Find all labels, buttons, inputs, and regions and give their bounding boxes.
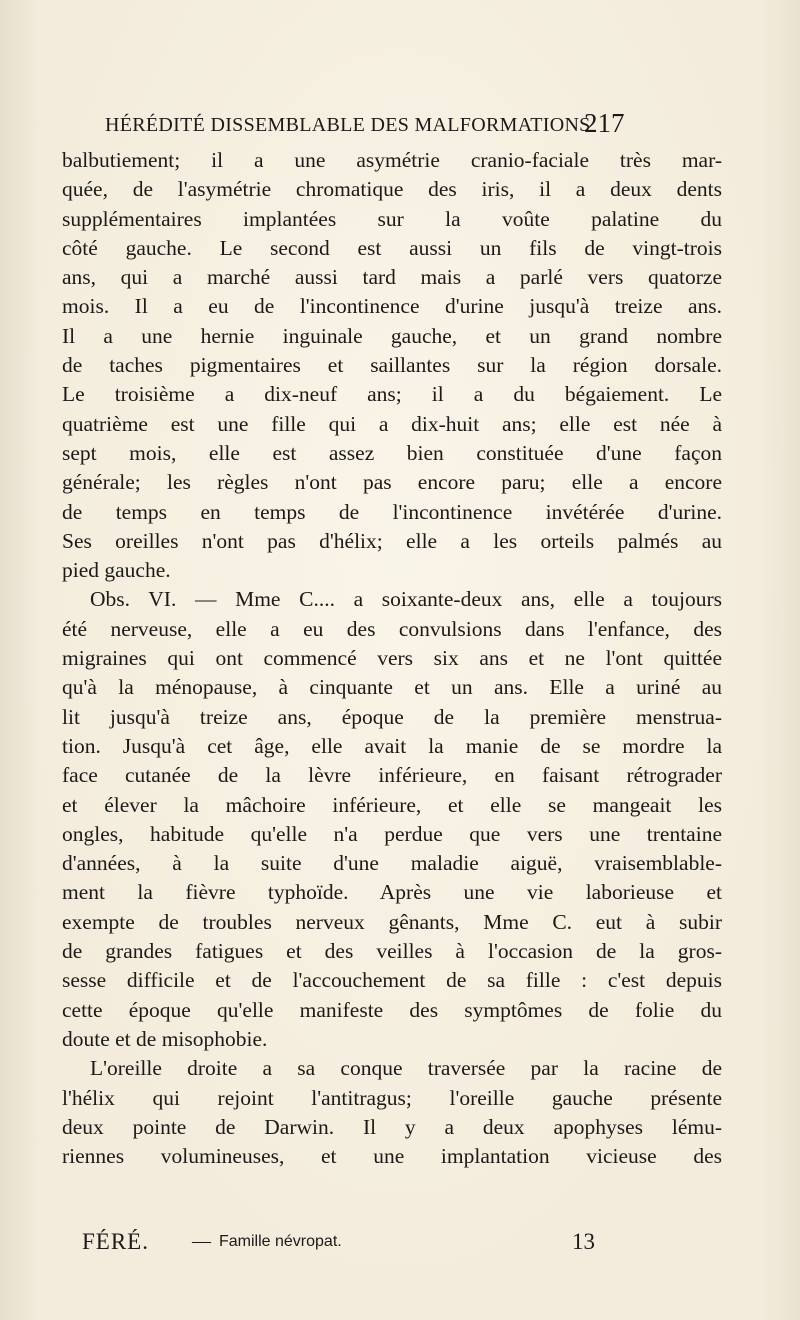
- text-line: doute et de misophobie.: [62, 1026, 268, 1051]
- text-line: générale; les règles n'ont pas encore paru; elle a encore: [62, 470, 722, 495]
- text-line: ongles, habitude qu'elle n'a perdue que vers une trentaine: [62, 821, 722, 846]
- text-line: sesse difficile et de l'accouchement de sa fille : c'est depuis: [62, 968, 722, 993]
- text-line: face cutanée de la lèvre inférieure, en faisant rétrograder: [62, 763, 722, 788]
- text-line: qu'à la ménopause, à cinquante et un ans. Elle a uriné au: [62, 675, 722, 700]
- text-line: Le troisième a dix-neuf ans; il a du bégaiement. Le: [62, 382, 722, 407]
- text-line: l'hélix qui rejoint l'antitragus; l'oreille gauche présente: [62, 1085, 722, 1110]
- text-line: tion. Jusqu'à cet âge, elle avait la manie de se mordre la: [62, 733, 722, 758]
- text-line: exempte de troubles nerveux gênants, Mme C. eut à subir: [62, 909, 722, 934]
- text-line: d'années, à la suite d'une maladie aiguë, vraisemblable-: [62, 851, 722, 876]
- text-line: balbutiement; il a une asymétrie cranio-faciale très mar-: [62, 148, 722, 172]
- text-line: riennes volumineuses, et une implantation vicieuse des: [62, 1144, 722, 1169]
- text-line: et élever la mâchoire inférieure, et elle se mangeait les: [62, 792, 722, 817]
- text-line: L'oreille droite a sa conque traversée par la racine de: [90, 1056, 722, 1081]
- text-line: migraines qui ont commencé vers six ans et ne l'ont quittée: [62, 646, 722, 671]
- text-line: Il a une hernie inguinale gauche, et un grand nombre: [62, 323, 722, 348]
- footer-author: FÉRÉ.: [82, 1229, 149, 1254]
- text-line: supplémentaires implantées sur la voûte palatine du: [62, 206, 722, 231]
- text-line: mois. Il a eu de l'incontinence d'urine jusqu'à treize ans.: [62, 294, 722, 319]
- text-line: de grandes fatigues et des veilles à l'occasion de la gros-: [62, 939, 722, 964]
- text-line: ans, qui a marché aussi tard mais a parlé vers quatorze: [62, 265, 722, 290]
- body-text: [62, 146, 722, 1171]
- text-line: quée, de l'asymétrie chromatique des iris, il a deux dents: [62, 177, 722, 202]
- text-line: quatrième est une fille qui a dix-huit ans; elle est née à: [62, 411, 722, 436]
- text-line: de taches pigmentaires et saillantes sur la région dorsale.: [62, 353, 722, 378]
- text-line: ment la fièvre typhoïde. Après une vie laborieuse et: [62, 880, 722, 905]
- text-line: lit jusqu'à treize ans, époque de la première menstrua-: [62, 704, 722, 729]
- text-line: Ses oreilles n'ont pas d'hélix; elle a les orteils palmés au: [62, 528, 722, 553]
- text-line: sept mois, elle est assez bien constituée d'une façon: [62, 440, 722, 465]
- text-line: côté gauche. Le second est aussi un fils de vingt-trois: [62, 235, 722, 260]
- text-line: de temps en temps de l'incontinence invétérée d'urine.: [62, 499, 722, 524]
- footer-book-title: Famille névropat.: [219, 1233, 342, 1250]
- running-head: [105, 104, 625, 144]
- text-line: pied gauche.: [62, 558, 171, 583]
- signature-footer: [62, 1227, 722, 1257]
- signature-mark: 13: [572, 1229, 595, 1254]
- text-line: deux pointe de Darwin. Il y a deux apophyses lému-: [62, 1114, 722, 1139]
- text-line: été nerveuse, elle a eu des convulsions dans l'enfance, des: [62, 616, 722, 641]
- text-line: cette époque qu'elle manifeste des symptômes de folie du: [62, 997, 722, 1022]
- page-number: 217: [584, 108, 625, 138]
- observation-heading-line: Obs. VI. — Mme C.... a soixante-deux ans, elle a toujours: [90, 587, 722, 612]
- running-head-title: HÉRÉDITÉ DISSEMBLABLE DES MALFORMATIONS: [105, 114, 591, 136]
- footer-dash: —: [192, 1231, 211, 1252]
